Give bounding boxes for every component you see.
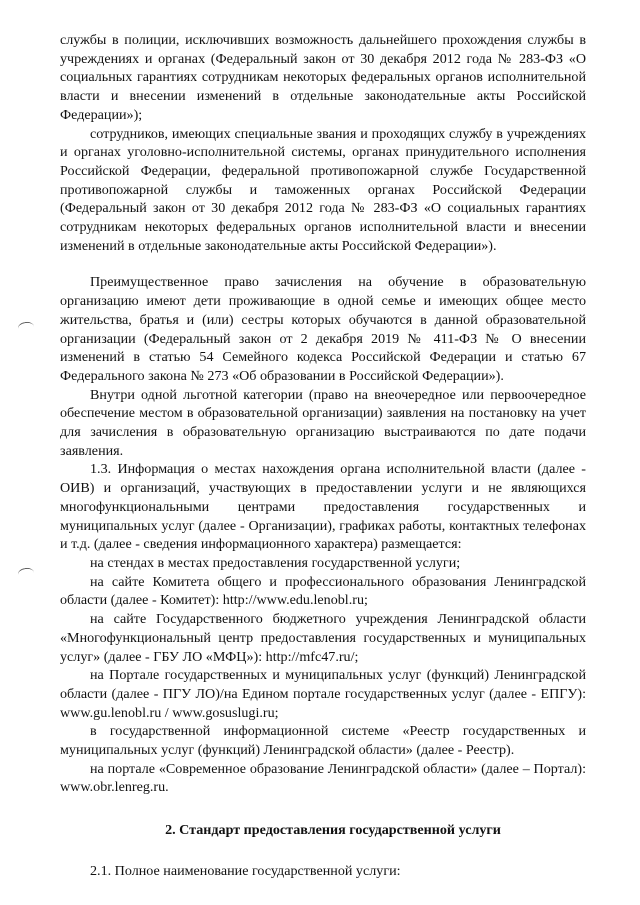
paragraph: на Портале государственных и муниципальных услуг (функций) Ленинградской области (далее - ПГУ ЛО)/на Едином портале государственных услуг (далее - ЕПГУ): www.gu.lenobl.ru / www.gosuslugi.ru; <box>60 667 586 721</box>
paragraph: Внутри одной льготной категории (право на внеочередное или первоочередное обеспечение местом в образовательной организации) заявления на постановку на учет для зачисления в образовательную организацию выстраиваются по дате подачи заявления. <box>60 386 586 459</box>
paragraph: Преимущественное право зачисления на обучение в образовательную организацию имеют дети проживающие в одной семье и имеющих общее место жительства, братья и (или) сестры которых обучаются в данной образовательной организации (Федеральный закон от 2 декабря 2019 № 411-ФЗ № О внесении изменений в статью 54 Семейного кодекса Российской Федерации и статью 67 Федерального закона № 273 «Об образовании в Российской Федерации»). <box>60 274 586 384</box>
margin-mark <box>17 567 34 580</box>
paragraph: 2.1. Полное наименование государственной услуги: <box>90 862 401 879</box>
section-heading: 2. Стандарт предоставления государственной услуги <box>165 822 501 839</box>
paragraph: на сайте Государственного бюджетного учреждения Ленинградской области «Многофункциональный центр предоставления государственных и муниципальных услуг» (далее - ГБУ ЛО «МФЦ»): http://mfc47.ru/; <box>60 611 586 665</box>
paragraph: сотрудников, имеющих специальные звания и проходящих службу в учреждениях и органах уголовно-исполнительной системы, органах принудительного исполнения Российской Федерации, федеральной противопожарной службе Государственной противопожарной службы и таможенных органах Российской Федерации (Федеральный закон от 30 декабря 2012 года № 283-ФЗ «О социальных гарантиях сотрудникам некоторых федеральных органов исполнительной власти и внесении изменений в отдельные законодательные акты Российской Федерации»). <box>60 125 586 254</box>
paragraph: на сайте Комитета общего и профессионального образования Ленинградской области (далее - Комитет): http://www.edu.lenobl.ru; <box>60 573 586 609</box>
document-body <box>60 31 586 881</box>
paragraph: в государственной информационной системе «Реестр государственных и муниципальных услуг (функций) Ленинградской области» (далее - Реестр). <box>60 723 586 759</box>
paragraph: 1.3. Информация о местах нахождения органа исполнительной власти (далее - ОИВ) и организаций, участвующих в предоставлении услуги и не являющихся многофункциональными центрами предоставления государственных и муниципальных услуг (далее - Организации), графиках работы, контактных телефонах и т.д. (далее - сведения информационного характера) размещается: <box>60 461 586 553</box>
paragraph: на портале «Современное образование Ленинградской области» (далее – Портал): www.obr.lenreg.ru. <box>60 760 586 796</box>
paragraph: на стендах в местах предоставления государственной услуги; <box>90 554 461 571</box>
margin-mark <box>17 321 34 334</box>
paragraph: службы в полиции, исключивших возможность дальнейшего прохождения службы в учреждениях и органах (Федеральный закон от 30 декабря 2012 года № 283-ФЗ «О социальных гарантиях сотрудникам некоторых федеральных органов исполнительной власти и внесении изменений в отдельные законодательные акты Российской Федерации»); <box>60 32 586 123</box>
